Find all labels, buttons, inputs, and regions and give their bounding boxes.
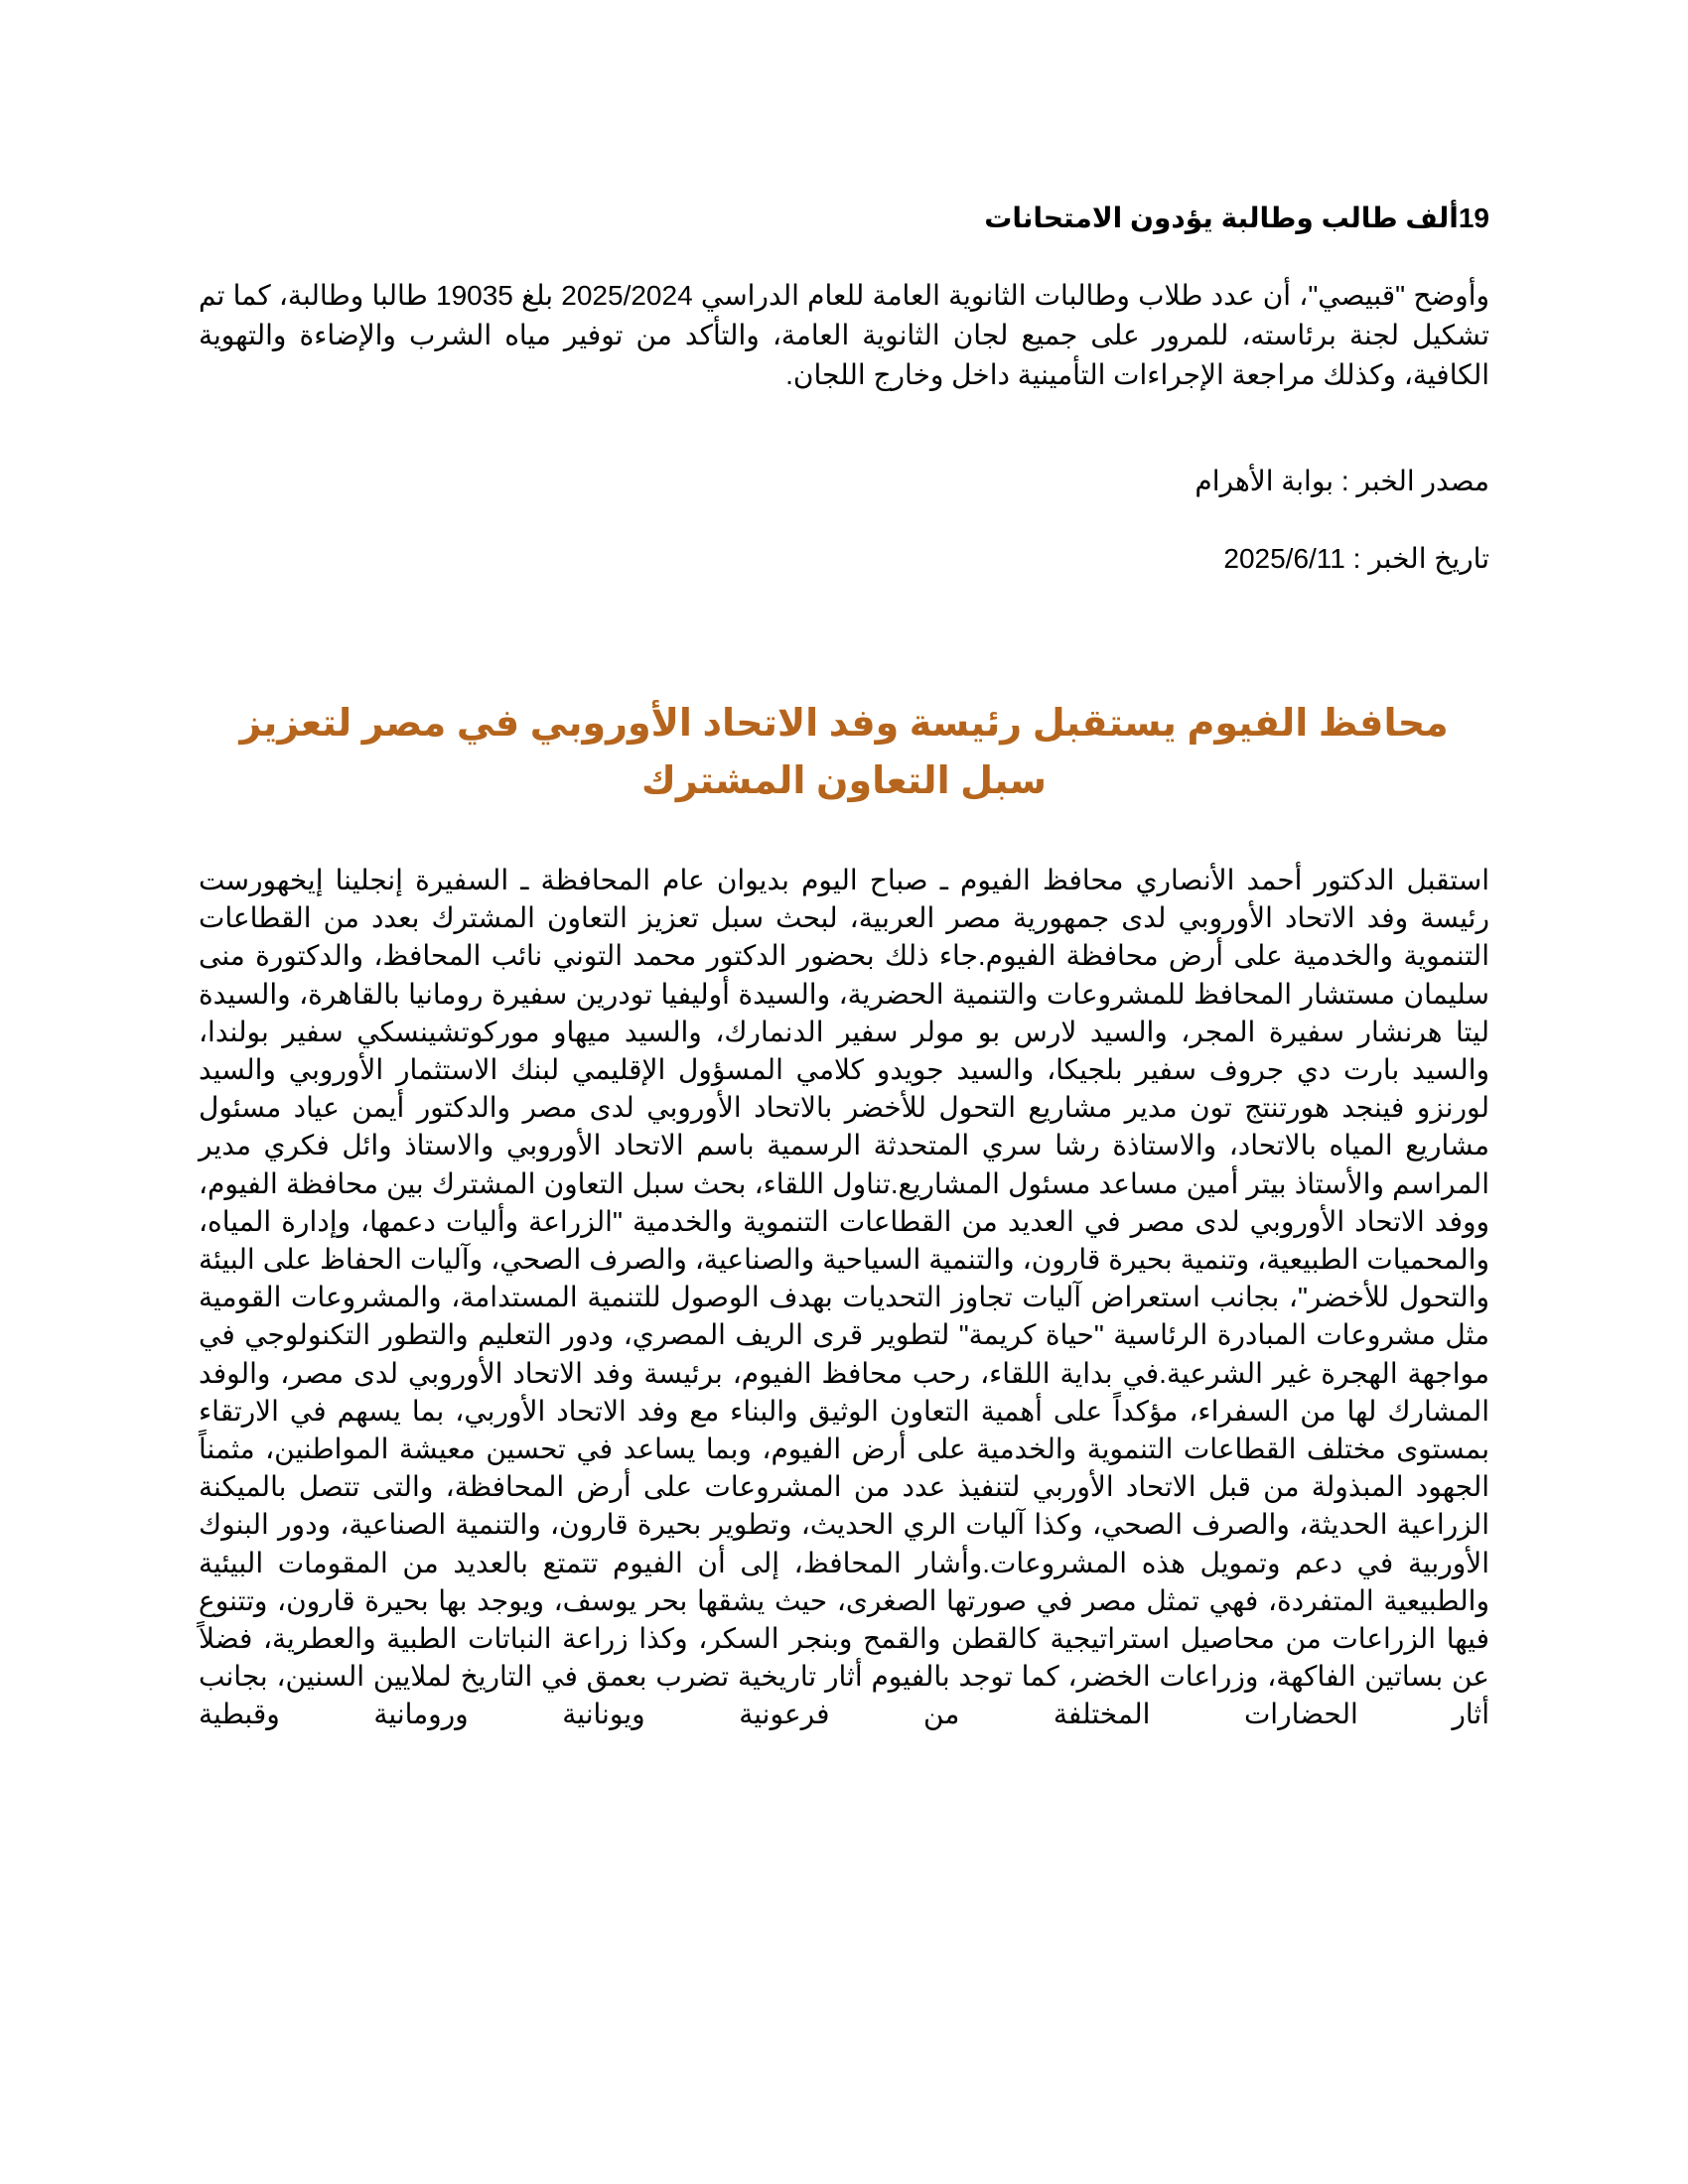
paragraph-exam-details: وأوضح "قبيصي"، أن عدد طلاب وطالبات الثانوية العامة للعام الدراسي 2025/2024 بلغ 19035 طالبا وطالبة، كما تم تشكيل لجنة برئاسته، للمرور على جميع لجان الثانوية العامة، والتأكد من توفير مياه الشرب والإضاءة والتهوية الكافية، وكذلك مراجعة الإجراءات التأمينية داخل وخارج اللجان.: [199, 280, 1489, 390]
news-source-value: بوابة الأهرام: [1195, 466, 1335, 496]
news-source-line: [199, 464, 1489, 499]
news-date-line: [199, 541, 1489, 577]
article-body: استقبل الدكتور أحمد الأنصاري محافظ الفيوم ـ صباح اليوم بديوان عام المحافظة ـ السفيرة إنجلينا إيخهورست رئيسة وفد الاتحاد الأوروبي لدى جمهورية مصر العربية، لبحث سبل تعزيز التعاون المشترك بعدد من القطاعات التنموية والخدمية على أرض محافظة الفيوم.جاء ذلك بحضور الدكتور محمد التوني نائب المحافظ، والدكتورة منى سليمان مستشار المحافظ للمشروعات والتنمية الحضرية، والسيدة أوليفيا تودرين سفيرة رومانيا بالقاهرة، والسيدة ليتا هرنشار سفيرة المجر، والسيد لارس بو مولر سفير الدنمارك، والسيد ميهاو موركوتشينسكي سفير بولندا، والسيد بارت دي جروف سفير بلجيكا، والسيد جويدو كلامي المسؤول الإقليمي لبنك الاستثمار الأوروبي والسيد لورنزو فينجد هورتنتج تون مدير مشاريع التحول للأخضر بالاتحاد الأوروبي لدى مصر والدكتور أيمن عياد مسئول مشاريع المياه بالاتحاد، والاستاذة رشا سري المتحدثة الرسمية باسم الاتحاد الأوروبي والاستاذ وائل فكري مدير المراسم والأستاذ بيتر أمين مساعد مسئول المشاريع.تناول اللقاء، بحث سبل التعاون المشترك بين محافظة الفيوم، ووفد الاتحاد الأوروبي لدى مصر في العديد من القطاعات التنموية والخدمية "الزراعة وأليات دعمها، وإدارة المياه، والمحميات الطبيعية، وتنمية بحيرة قارون، والتنمية السياحية والصناعية، والصرف الصحي، وآليات الحفاظ على البيئة والتحول للأخضر"، بجانب استعراض آليات تجاوز التحديات بهدف الوصول للتنمية المستدامة، والمشروعات القومية مثل مشروعات المبادرة الرئاسية "حياة كريمة" لتطوير قرى الريف المصري، ودور التعليم والتطور التكنولوجي في مواجهة الهجرة غير الشرعية.في بداية اللقاء، رحب محافظ الفيوم، برئيسة وفد الاتحاد الأوروبي لدى مصر، والوفد المشارك لها من السفراء، مؤكداً على أهمية التعاون الوثيق والبناء مع وفد الاتحاد الأوربي، بما يسهم في الارتقاء بمستوى مختلف القطاعات التنموية والخدمية على أرض الفيوم، وبما يساعد في تحسين معيشة المواطنين، مثمناً الجهود المبذولة من قبل الاتحاد الأوربي لتنفيذ عدد من المشروعات على أرض المحافظة، والتى تتصل بالميكنة الزراعية الحديثة، والصرف الصحي، وكذا آليات الري الحديث، وتطوير بحيرة قارون، والتنمية الصناعية، ودور البنوك الأوربية في دعم وتمويل هذه المشروعات.وأشار المحافظ، إلى أن الفيوم تتمتع بالعديد من المقومات البيئية والطبيعية المتفردة، فهي تمثل مصر في صورتها الصغرى، حيث يشقها بحر يوسف، ويوجد بها بحيرة قارون، وتتنوع فيها الزراعات من محاصيل استراتيجية كالقطن والقمح وبنجر السكر، وكذا زراعة النباتات الطبية والعطرية، فضلاً عن بساتين الفاكهة، وزراعات الخضر، كما توجد بالفيوم أثار تاريخية تضرب بعمق في التاريخ لملايين السنين، بجانب أثار الحضارات المختلفة من فرعونية ويونانية ورومانية وقبطية: [199, 865, 1490, 1730]
article-headline: محافظ الفيوم يستقبل رئيسة وفد الاتحاد الأوروبي في مصر لتعزيز سبل التعاون المشترك: [239, 703, 1449, 802]
subheading-exam-students: 19ألف طالب وطالبة يؤدون الامتحانات: [984, 203, 1489, 233]
news-date-label: تاريخ الخبر :: [1344, 543, 1489, 574]
news-source-label: مصدر الخبر :: [1334, 466, 1489, 496]
news-date-value: 2025/6/11: [1223, 543, 1345, 574]
